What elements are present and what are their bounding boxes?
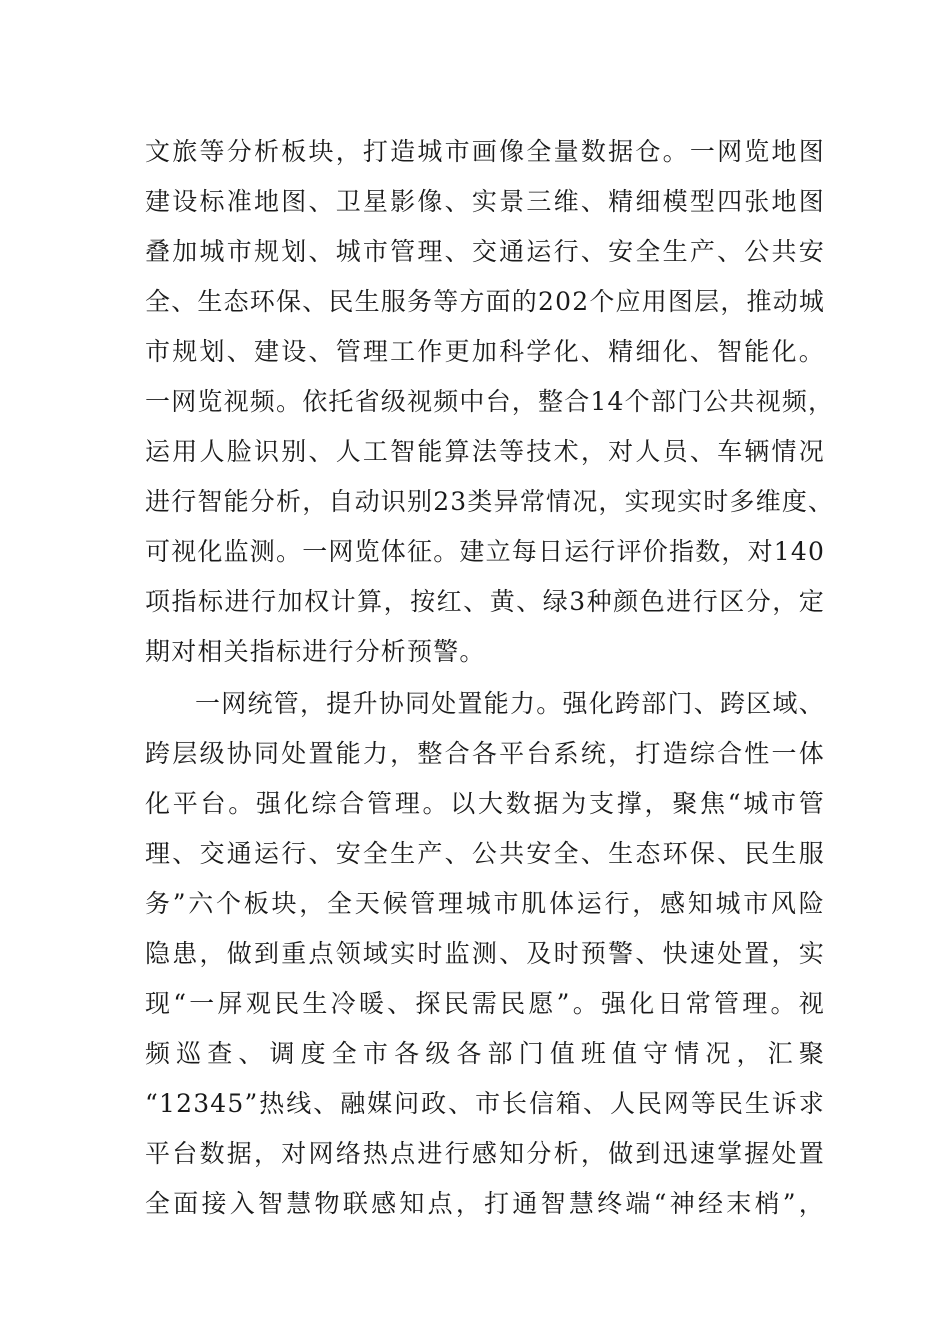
text-line: 一网览视频。依托省级视频中台，整合14个部门公共视频， xyxy=(145,387,835,416)
text-line: 务”六个板块，全天候管理城市肌体运行，感知城市风险 xyxy=(145,889,825,918)
text-line: 可视化监测。一网览体征。建立每日运行评价指数，对140 xyxy=(145,537,826,566)
text-line: 运用人脸识别、人工智能算法等技术，对人员、车辆情况 xyxy=(145,437,825,466)
text-line: 跨层级协同处置能力，整合各平台系统，打造综合性一体 xyxy=(145,739,825,768)
text-line: 频巡查、调度全市各级各部门值班值守情况，汇聚 xyxy=(145,1039,825,1068)
text-line: 文旅等分析板块，打造城市画像全量数据仓。一网览地图 xyxy=(145,137,825,166)
text-line: 现“一屏观民生冷暖、探民需民愿”。强化日常管理。视 xyxy=(145,989,825,1018)
text-line: 全、生态环保、民生服务等方面的202个应用图层，推动城 xyxy=(145,287,826,316)
text-line: 进行智能分析，自动识别23类异常情况，实现实时多维度、 xyxy=(145,487,835,516)
text-line: 市规划、建设、管理工作更加科学化、精细化、智能化。 xyxy=(145,337,825,366)
text-line: 平台数据，对网络热点进行感知分析，做到迅速掌握处置 xyxy=(145,1139,825,1168)
text-line: 期对相关指标进行分析预警。 xyxy=(145,637,486,666)
text-line: 理、交通运行、安全生产、公共安全、生态环保、民生服 xyxy=(145,839,825,868)
text-line: 建设标准地图、卫星影像、实景三维、精细模型四张地图 xyxy=(145,187,825,216)
text-line: 全面接入智慧物联感知点，打通智慧终端“神经末梢”， xyxy=(145,1189,825,1218)
text-line: 叠加城市规划、城市管理、交通运行、安全生产、公共安 xyxy=(145,237,825,266)
text-line: 隐患，做到重点领域实时监测、及时预警、快速处置，实 xyxy=(145,939,825,968)
paragraph-first-line: 一网统管，提升协同处置能力。强化跨部门、跨区域、 xyxy=(195,689,825,718)
text-line: 项指标进行加权计算，按红、黄、绿3种颜色进行区分，定 xyxy=(145,587,825,616)
text-line: “12345”热线、融媒问政、市长信箱、人民网等民生诉求 xyxy=(145,1089,825,1118)
text-line: 化平台。强化综合管理。以大数据为支撑，聚焦“城市管 xyxy=(145,789,825,818)
